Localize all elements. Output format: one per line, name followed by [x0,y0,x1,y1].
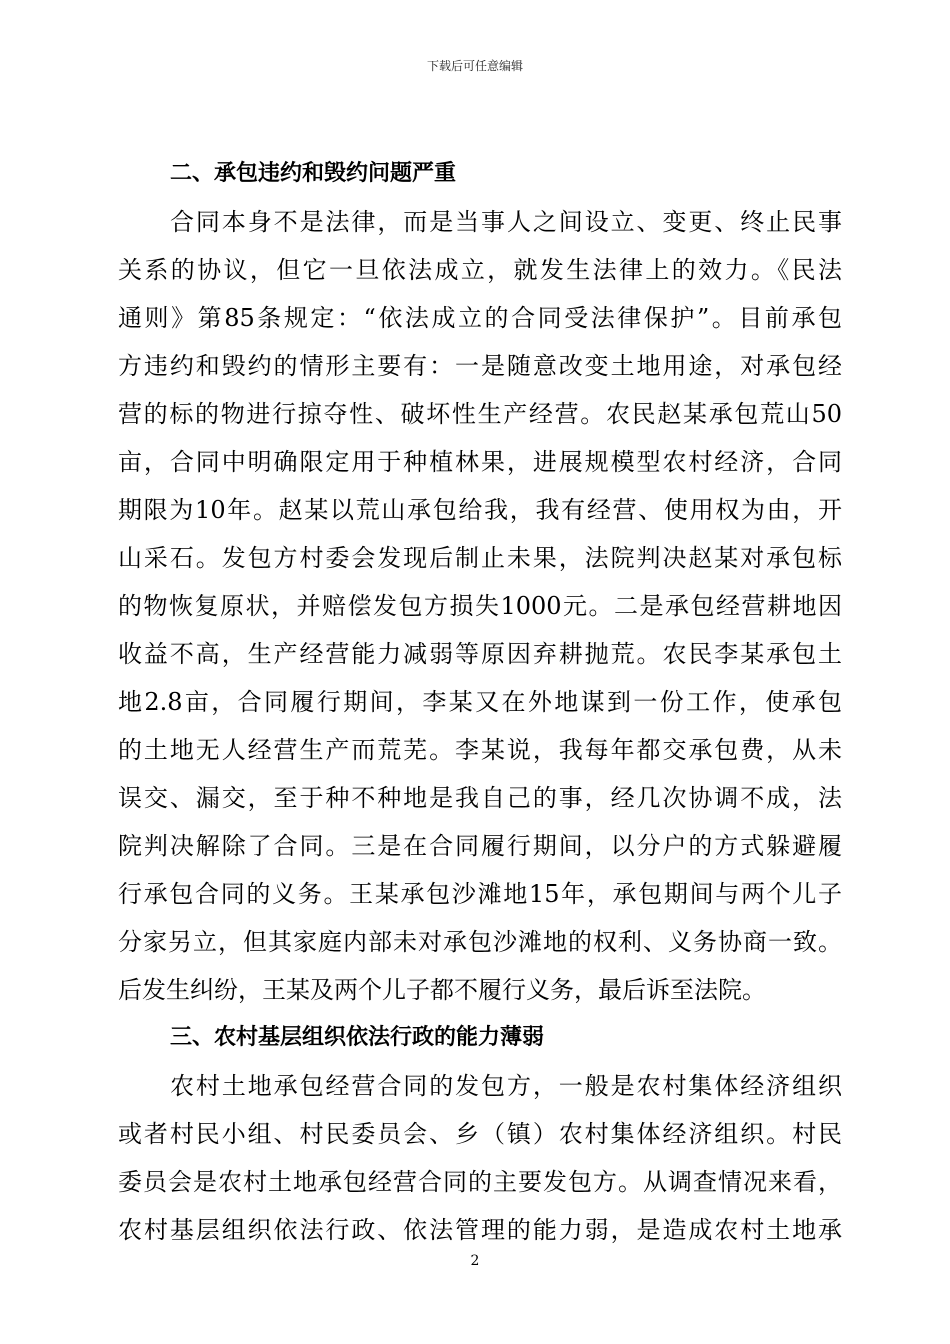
paragraph-line: 农村土地承包经营合同的发包方，一般是农村集体经济组织 [170,1072,842,1100]
paragraph-line: 或者村民小组、村民委员会、乡（镇）农村集体经济组织。村民 [118,1120,842,1148]
paragraph-line: 期限为10年。赵某以荒山承包给我，我有经营、使用权为由，开 [118,496,842,524]
paragraph-line: 分家另立，但其家庭内部未对承包沙滩地的权利、义务协商一致。 [118,928,842,956]
paragraph-line: 关系的协议，但它一旦依法成立，就发生法律上的效力。《民法 [118,256,842,284]
paragraph-line: 方违约和毁约的情形主要有：一是随意改变土地用途，对承包经 [118,352,842,380]
paragraph-line: 山采石。发包方村委会发现后制止未果，法院判决赵某对承包标 [118,544,842,572]
paragraph-line: 误交、漏交，至于种不种地是我自己的事，经几次协调不成，法 [118,784,842,812]
paragraph-line: 行承包合同的义务。王某承包沙滩地15年，承包期间与两个儿子 [118,880,842,908]
paragraph-line: 后发生纠纷，王某及两个儿子都不履行义务，最后诉至法院。 [118,976,766,1004]
section-heading: 三、农村基层组织依法行政的能力薄弱 [170,1025,545,1050]
page-number: 2 [470,1253,480,1269]
paragraph-line: 农村基层组织依法行政、依法管理的能力弱，是造成农村土地承 [118,1216,842,1244]
paragraph-line: 地2.8亩，合同履行期间，李某又在外地谋到一份工作，使承包 [118,688,842,716]
paragraph-line: 营的标的物进行掠夺性、破坏性生产经营。农民赵某承包荒山50 [118,400,842,428]
paragraph-line: 亩，合同中明确限定用于种植林果，进展规模型农村经济，合同 [118,448,842,476]
paragraph-line: 院判决解除了合同。三是在合同履行期间，以分户的方式躲避履 [118,832,842,860]
paragraph-line: 通则》第85条规定：“依法成立的合同受法律保护”。目前承包 [118,304,842,332]
page-header: 下载后可任意编辑 [426,59,523,73]
paragraph-line: 的物恢复原状，并赔偿发包方损失1000元。二是承包经营耕地因 [118,592,842,620]
paragraph-line: 收益不高，生产经营能力减弱等原因弃耕抛荒。农民李某承包土 [118,640,842,668]
paragraph-line: 委员会是农村土地承包经营合同的主要发包方。从调查情况来看， [118,1168,842,1196]
paragraph-line: 的土地无人经营生产而荒芜。李某说，我每年都交承包费，从未 [118,736,842,764]
paragraph-line: 合同本身不是法律，而是当事人之间设立、变更、终止民事 [170,208,842,236]
section-heading: 二、承包违约和毁约问题严重 [170,161,457,186]
document-body [118,150,842,1254]
